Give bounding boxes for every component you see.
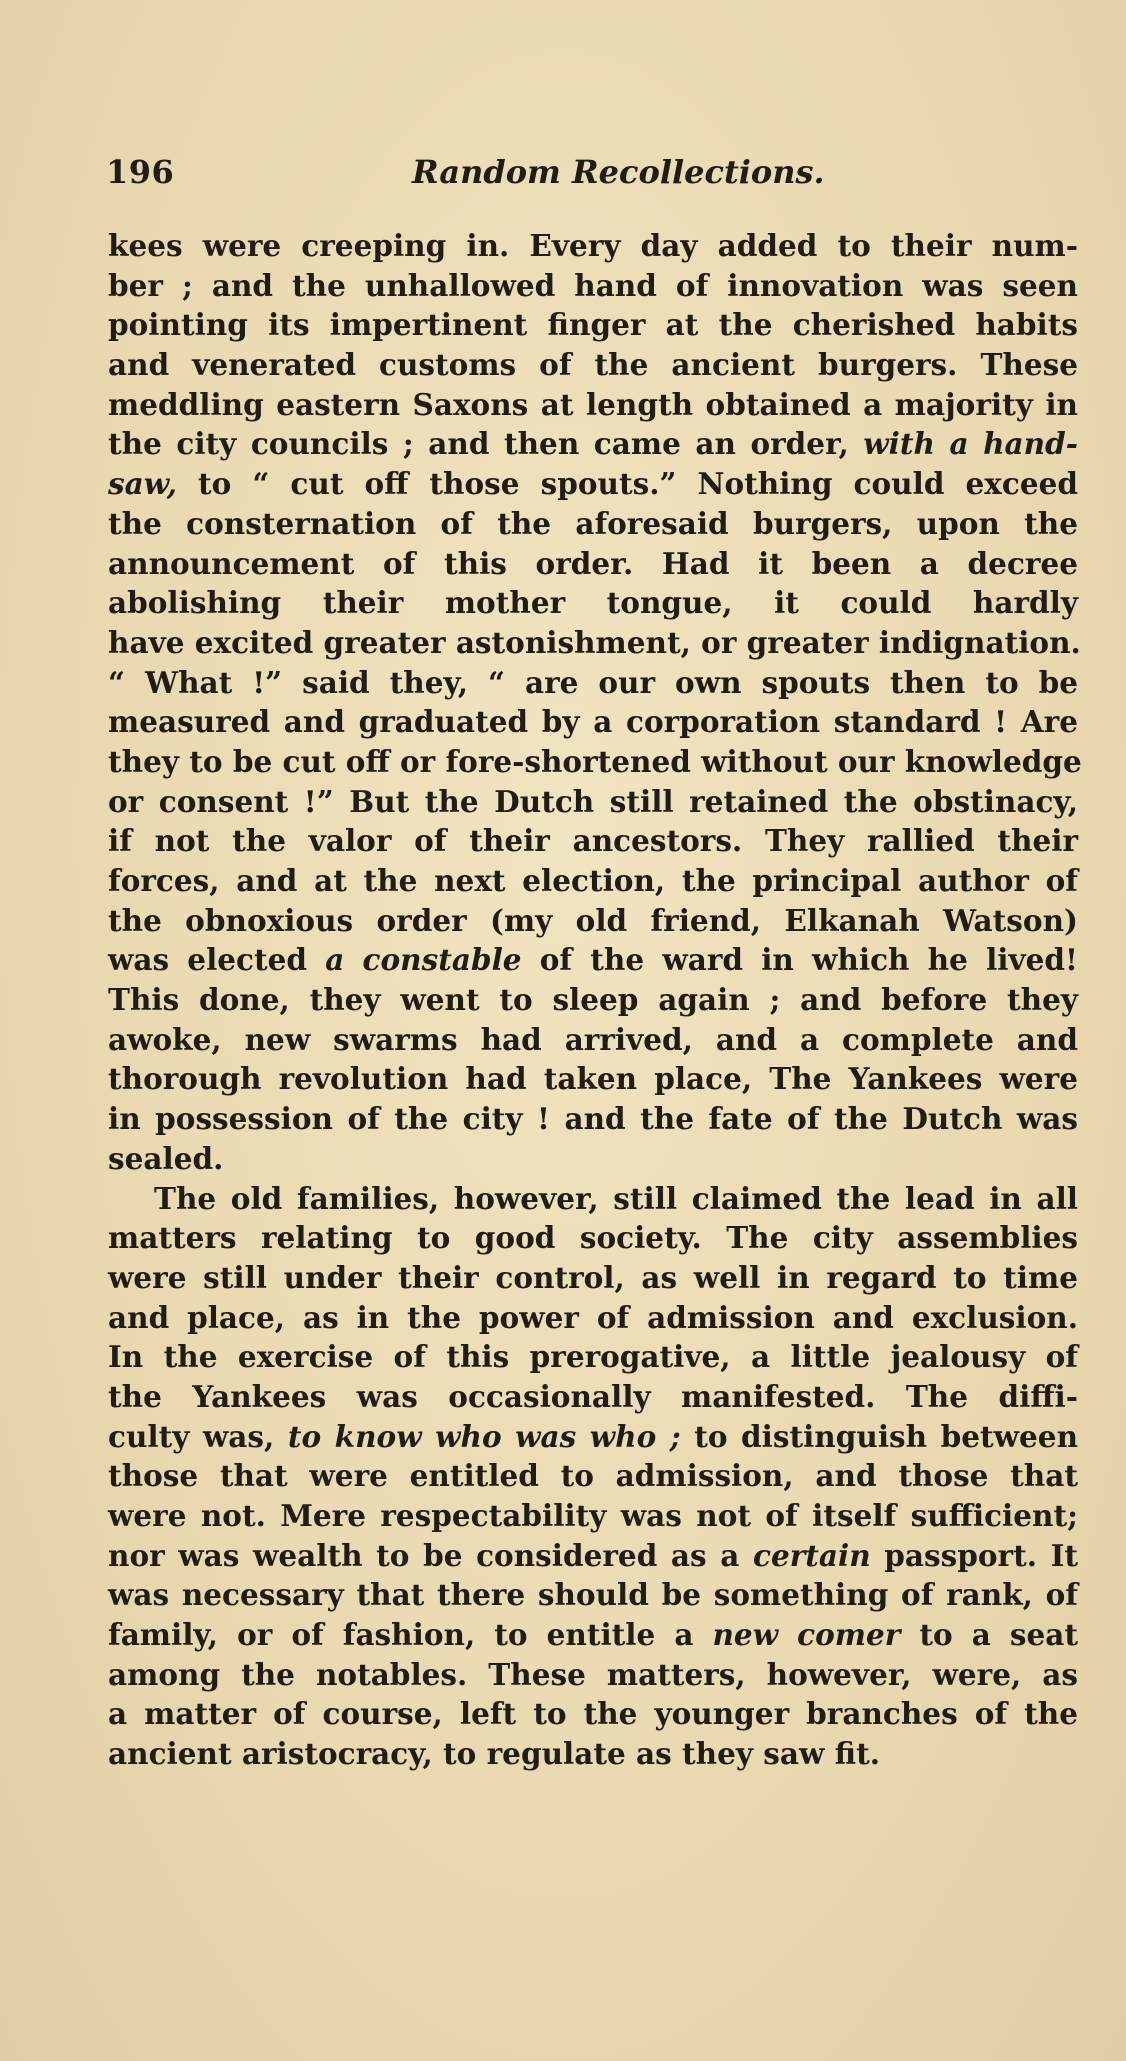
italic-text: a constable — [325, 942, 522, 978]
text-line: was necessary that there should be something of rank, of — [108, 1577, 1078, 1613]
italic-text: saw, — [108, 466, 177, 502]
text-line — [108, 1615, 1078, 1655]
italic-text: certain — [752, 1537, 871, 1573]
text-line: and place, as in the power of admission and exclusion. — [108, 1299, 1078, 1335]
text-line: thorough revolution had taken place, The Yankees were — [108, 1061, 1078, 1097]
text-line: abolishing their mother tongue, it could hardly — [108, 585, 1078, 621]
text-line: the Yankees was occasionally manifested. The diffi- — [108, 1378, 1078, 1414]
text-line: a matter of course, left to the younger branches of the — [108, 1696, 1078, 1732]
text-run: the city councils ; and then came an order, — [108, 426, 864, 462]
text-line: ancient aristocracy, to regulate as they saw fit. — [108, 1736, 880, 1772]
paragraph — [108, 226, 1082, 1179]
text-line: sealed. — [108, 1140, 224, 1176]
text-line: forces, and at the next election, the principal author of — [108, 863, 1078, 898]
text-line: those that were entitled to admission, and those that — [108, 1458, 1078, 1494]
text-line: they to be cut off or fore-shortened without our knowledge — [108, 743, 1082, 779]
text-line: “ What !” said they, “ are our own spouts then to be — [108, 664, 1078, 700]
italic-text: to know who was who ; — [287, 1418, 681, 1454]
text-line — [108, 940, 1078, 980]
text-run: family, or of fashion, to entitle a — [108, 1617, 713, 1653]
text-run: to “ cut off those spouts.” Nothing could exceed — [176, 466, 1078, 502]
page-number: 196 — [106, 153, 175, 191]
text-run: passport. It — [870, 1537, 1078, 1573]
text-line — [108, 464, 1078, 504]
running-title: Random Recollections. — [412, 153, 825, 191]
paragraph — [108, 1179, 1078, 1774]
text-line: in possession of the city ! and the fate of the Dutch was — [108, 1101, 1078, 1137]
text-line: were still under their control, as well in regard to time — [108, 1259, 1078, 1295]
text-line: In the exercise of this prerogative, a little jealousy of — [108, 1339, 1078, 1375]
text-line: have excited greater astonishment, or greater indignation. — [108, 624, 1081, 660]
text-line: ber ; and the unhallowed hand of innovation was seen — [108, 267, 1078, 303]
text-line: kees were creeping in. Every day added to their num- — [108, 228, 1078, 263]
text-line: among the notables. These matters, however, were, as — [108, 1656, 1078, 1692]
text-line: matters relating to good society. The city assemblies — [108, 1220, 1078, 1256]
text-line: and venerated customs of the ancient burgers. These — [108, 347, 1078, 383]
body-text — [108, 226, 1082, 1774]
text-line: pointing its impertinent finger at the cherished habits — [108, 307, 1078, 343]
text-run: was elected — [108, 942, 326, 978]
text-line — [108, 424, 1078, 464]
page-header — [0, 150, 1126, 194]
text-run: to a seat — [900, 1617, 1078, 1653]
text-line: were not. Mere respectability was not of itself sufficient; — [108, 1498, 1078, 1533]
text-run: of the ward in which he lived! — [521, 942, 1078, 978]
text-run: to distinguish between — [680, 1418, 1079, 1454]
text-line — [108, 1417, 1078, 1457]
text-line: meddling eastern Saxons at length obtained a majority in — [108, 386, 1078, 422]
italic-text: new comer — [712, 1617, 901, 1653]
text-line: the consternation of the aforesaid burgers, upon the — [108, 505, 1078, 541]
text-line: or consent !” But the Dutch still retained the obstinacy, — [108, 783, 1078, 819]
text-line: This done, they went to sleep again ; and before they — [108, 982, 1078, 1018]
italic-text: with a hand- — [863, 426, 1078, 462]
text-line: awoke, new swarms had arrived, and a complete and — [108, 1021, 1078, 1057]
text-line: announcement of this order. Had it been a decree — [108, 545, 1078, 581]
text-line: if not the valor of their ancestors. They rallied their — [108, 823, 1078, 859]
text-line: the obnoxious order (my old friend, Elkanah Watson) — [108, 902, 1078, 938]
text-run: nor was wealth to be considered as a — [108, 1537, 753, 1573]
text-line: measured and graduated by a corporation standard ! Are — [108, 704, 1078, 740]
text-line: The old families, however, still claimed the lead in all — [154, 1180, 1078, 1216]
text-line — [108, 1536, 1078, 1576]
text-run: culty was, — [108, 1418, 288, 1454]
